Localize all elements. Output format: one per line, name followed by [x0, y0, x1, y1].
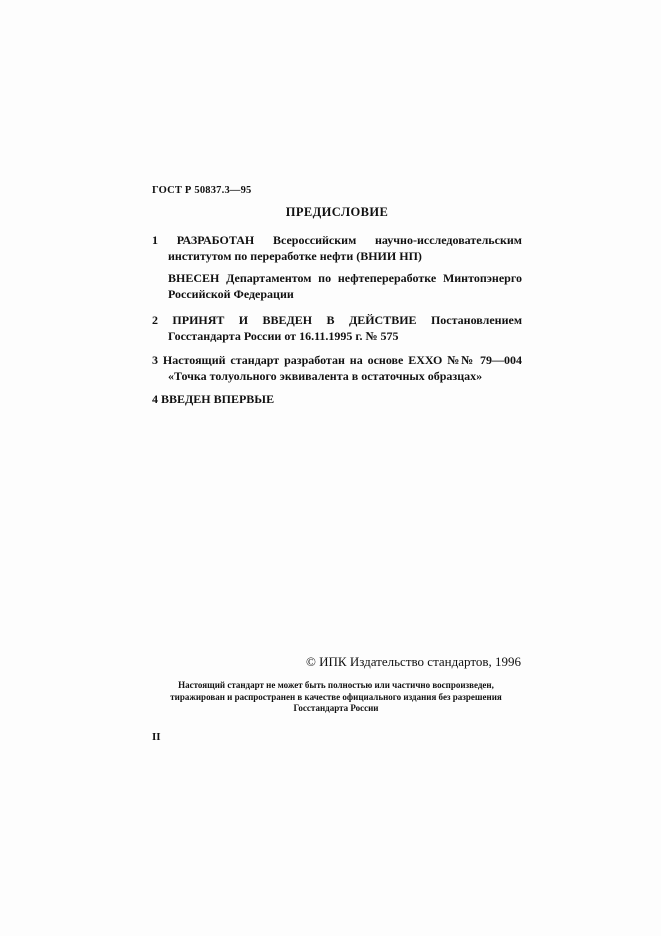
item-1-text: Всероссийским научно-исследовательским институтом по переработке нефти (ВНИИ НП): [168, 233, 522, 263]
item-1b-text: Департаментом по нефтепереработке Минтопэнерго Российской Федерации: [168, 271, 522, 301]
preface-title: ПРЕДИСЛОВИЕ: [285, 205, 389, 219]
preface-item-4: [152, 391, 522, 407]
item-2-lead: 2 ПРИНЯТ И ВВЕДЕН В ДЕЙСТВИЕ: [152, 313, 417, 327]
item-3-lead: 3: [152, 353, 158, 367]
item-2-text: Постановлением Госстандарта России от 16.11.1995 г. № 575: [168, 313, 522, 343]
standard-code: ГОСТ Р 50837.3—95: [152, 185, 252, 196]
copyright-line: © ИПК Издательство стандартов, 1996: [306, 654, 521, 669]
item-1-lead: 1 РАЗРАБОТАН: [152, 233, 255, 247]
item-3-text: Настоящий стандарт разработан на основе ЕХХО №№ 79—004 «Точка толуольного эквивалента в остаточных образцах»: [158, 353, 522, 383]
preface-item-3: [152, 352, 522, 384]
reproduction-notice: Настоящий стандарт не может быть полностью или частично воспроизведен, тиражирован и распространен в качестве официального издания без разрешения Госстандарта России: [170, 680, 502, 713]
page-number: II: [152, 731, 161, 743]
preface-item-1-introduced: [168, 270, 522, 302]
preface-item-1: [152, 232, 522, 264]
item-4-lead: 4 ВВЕДЕН ВПЕРВЫЕ: [152, 392, 275, 406]
preface-item-2: [152, 312, 522, 344]
item-1b-lead: ВНЕСЕН: [168, 271, 220, 285]
